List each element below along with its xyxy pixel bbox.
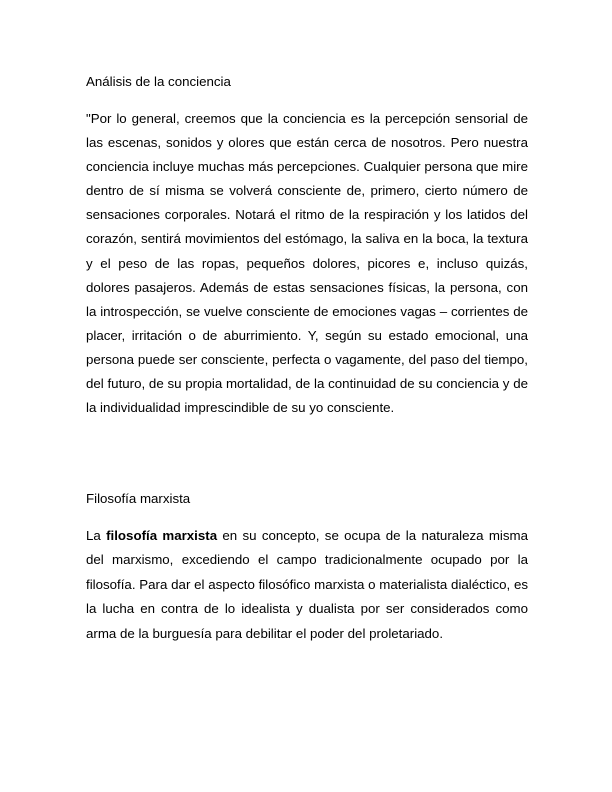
section-paragraph-analisis: "Por lo general, creemos que la conciencia es la percepción sensorial de las escenas, sonidos y olores que están cerca de nosotros. Pero nuestra conciencia incluye muchas más percepciones. Cualquier persona que mire dentro de sí misma se volverá consciente de, primero, cierto número de sensaciones corporales. Notará el ritmo de la respiración y los latidos del corazón, sentirá movimientos del estómago, la saliva en la boca, la textura y el peso de las ropas, pequeños dolores, picores e, incluso quizás, dolores pasajeros. Además de estas sensaciones físicas, la persona, con la introspección, se vuelve consciente de emociones vagas – corrientes de placer, irritación o de aburrimiento. Y, según su estado emocional, una persona puede ser consciente, perfecta o vagamente, del paso del tiempo, del futuro, de su propia mortalidad, de la continuidad de su conciencia y de la individualidad imprescindible de su yo consciente. [86, 111, 528, 416]
paragraph-prefix: La [86, 528, 107, 543]
section-heading-filosofia: Filosofía marxista [86, 491, 191, 506]
section-heading-analisis: Análisis de la conciencia [86, 74, 231, 89]
paragraph-rest: en su concepto, se ocupa de la naturaleza misma del marxismo, excediendo el campo tradicionalmente ocupado por la filosofía. Para dar el aspecto filosófico marxista o materialista dialéctico, es la lucha en contra de lo idealista y dualista por ser considerados como arma de la burguesía para debilitar el poder del proletariado. [86, 528, 528, 641]
bold-term: filosofía marxista [106, 528, 218, 543]
section-paragraph-filosofia [86, 524, 528, 646]
